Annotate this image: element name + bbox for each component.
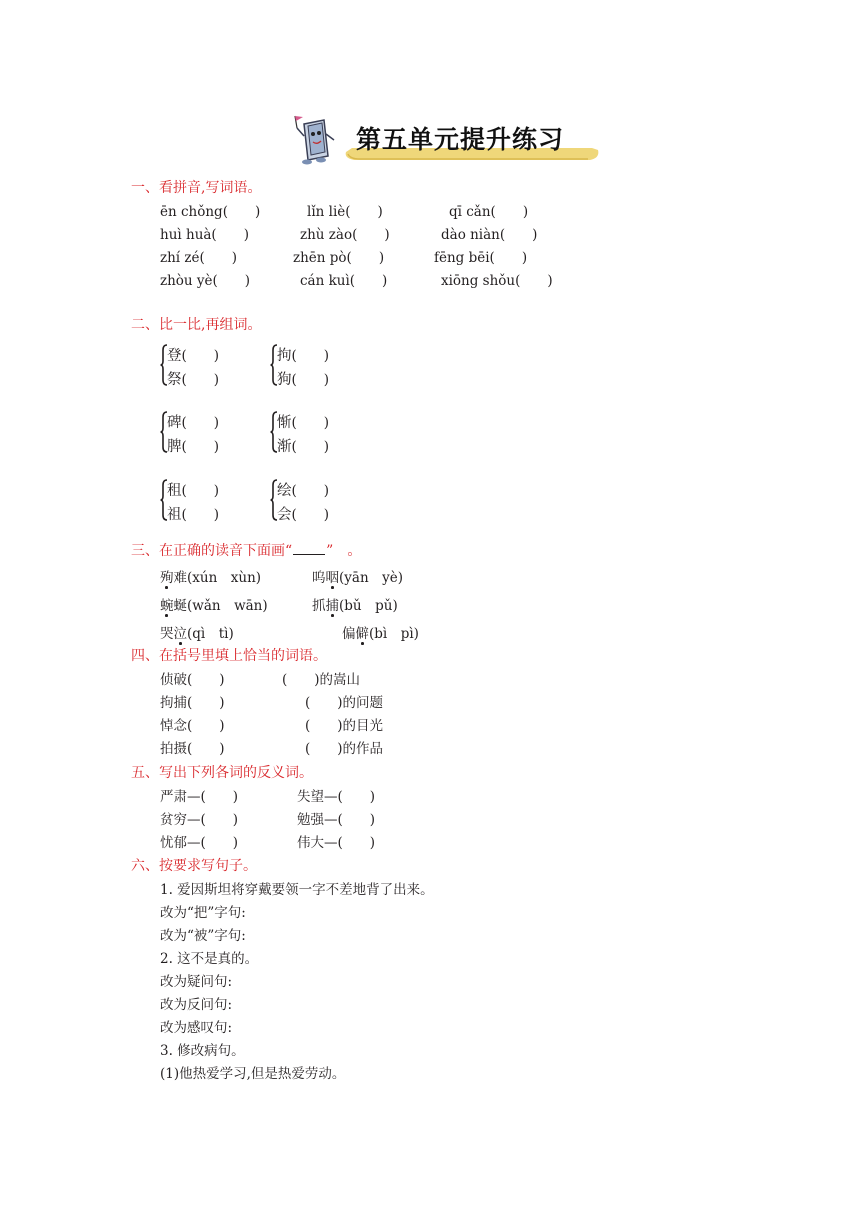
section-2-heading: 二、比一比,再组词。	[131, 317, 262, 333]
section-4-heading: 四、在括号里填上恰当的词语。	[131, 648, 327, 664]
pinyin-item: lǐn liè( )	[307, 204, 383, 220]
compare-char-item	[277, 344, 329, 365]
compare-blank: ( )	[181, 439, 220, 455]
compare-char-item	[167, 435, 219, 456]
word-char: 殉	[160, 570, 174, 586]
word-char: 抓	[312, 598, 326, 614]
pinyin-options: (wǎn wān)	[187, 598, 268, 614]
compare-char: 狗	[277, 372, 292, 388]
antonym-item: 贫穷—( )	[160, 812, 239, 828]
sentence-line: 改为感叹句:	[160, 1020, 233, 1036]
pinyin-options: (bì pì)	[369, 626, 419, 642]
page-title: 第五单元提升练习	[356, 125, 565, 154]
pinyin-item: cán kuì( )	[300, 273, 388, 289]
pinyin-item: ēn chǒng( )	[160, 204, 261, 220]
pinyin-options: (qì tì)	[187, 626, 234, 642]
compare-char: 渐	[277, 439, 292, 455]
compare-char-item	[277, 435, 329, 456]
pronunciation-item	[160, 566, 261, 586]
pronunciation-item	[312, 594, 398, 614]
pinyin-options: (xún xùn)	[187, 570, 262, 586]
section-3-heading-a: 三、在正确的读音下面画“	[131, 543, 293, 559]
compare-char: 租	[167, 483, 182, 499]
word-char: 捕	[325, 598, 339, 614]
word-char: 僻	[355, 626, 369, 642]
compare-char: 登	[167, 348, 182, 364]
compare-blank: ( )	[291, 348, 330, 364]
compare-char: 碑	[167, 415, 182, 431]
compare-char-item	[277, 503, 329, 524]
pinyin-item: fēng bēi( )	[434, 250, 528, 266]
fill-item: ( )的问题	[305, 695, 384, 711]
compare-blank: ( )	[291, 483, 330, 499]
compare-blank: ( )	[291, 507, 330, 523]
compare-char-item	[167, 479, 219, 500]
pinyin-item: zhí zé( )	[160, 250, 238, 266]
sentence-line: (1)他热爱学习,但是热爱劳动。	[160, 1066, 346, 1082]
compare-blank: ( )	[291, 439, 330, 455]
sentence-line: 改为“被”字句:	[160, 928, 246, 944]
antonym-item: 严肃—( )	[160, 789, 239, 805]
compare-blank: ( )	[181, 483, 220, 499]
pronunciation-item	[342, 622, 419, 642]
pinyin-item: zhòu yè( )	[160, 273, 251, 289]
antonym-item: 勉强—( )	[297, 812, 376, 828]
compare-char-item	[277, 411, 329, 432]
sentence-line: 2. 这不是真的。	[160, 951, 259, 967]
sentence-line: 改为反问句:	[160, 997, 233, 1013]
fill-item: ( )的作品	[305, 741, 384, 757]
compare-blank: ( )	[291, 415, 330, 431]
compare-char: 会	[277, 507, 292, 523]
section-3-heading	[131, 540, 361, 560]
compare-char-item	[277, 479, 329, 500]
compare-blank: ( )	[181, 415, 220, 431]
word-char: 难	[173, 570, 187, 586]
fill-item: ( )的嵩山	[282, 672, 361, 688]
sentence-line: 3. 修改病句。	[160, 1043, 245, 1059]
compare-char-item	[167, 368, 219, 389]
compare-char: 惭	[277, 415, 292, 431]
sentence-line: 1. 爱因斯坦将穿戴要领一字不差地背了出来。	[160, 882, 434, 898]
compare-blank: ( )	[181, 507, 220, 523]
word-char: 呜	[312, 570, 326, 586]
pronunciation-item	[312, 566, 403, 586]
compare-char-item	[277, 368, 329, 389]
antonym-item: 忧郁—( )	[160, 835, 239, 851]
compare-blank: ( )	[291, 372, 330, 388]
section-6-heading: 六、按要求写句子。	[131, 858, 257, 874]
compare-char-item	[167, 503, 219, 524]
word-char: 蜒	[173, 598, 187, 614]
section-5-heading: 五、写出下列各词的反义词。	[131, 765, 313, 781]
word-char: 偏	[342, 626, 356, 642]
book-mascot-icon	[290, 112, 340, 166]
pronunciation-item	[160, 622, 234, 642]
compare-char: 祖	[167, 507, 182, 523]
compare-char-item	[167, 344, 219, 365]
pinyin-options: (bǔ pǔ)	[339, 598, 398, 614]
title-banner	[290, 112, 602, 164]
fill-item: 拍摄( )	[160, 741, 225, 757]
compare-char: 绘	[277, 483, 292, 499]
pinyin-item: qī cǎn( )	[449, 204, 529, 220]
fill-item: 侦破( )	[160, 672, 225, 688]
antonym-item: 伟大—( )	[297, 835, 376, 851]
fill-item: 悼念( )	[160, 718, 225, 734]
fill-item: ( )的目光	[305, 718, 384, 734]
word-char: 咽	[325, 570, 339, 586]
fill-item: 拘捕( )	[160, 695, 225, 711]
compare-char-item	[167, 411, 219, 432]
word-char: 哭	[160, 626, 174, 642]
compare-char: 祭	[167, 372, 182, 388]
pinyin-item: dào niàn( )	[441, 227, 538, 243]
sentence-line: 改为疑问句:	[160, 974, 233, 990]
compare-char: 拘	[277, 348, 292, 364]
section-1-heading: 一、看拼音,写词语。	[131, 180, 262, 196]
section-3-heading-b: ” 。	[326, 543, 362, 559]
pinyin-item: zhēn pò( )	[293, 250, 385, 266]
pinyin-item: huì huà( )	[160, 227, 249, 243]
compare-blank: ( )	[181, 372, 220, 388]
sentence-line: 改为“把”字句:	[160, 905, 246, 921]
pronunciation-item	[160, 594, 268, 614]
antonym-item: 失望—( )	[297, 789, 376, 805]
word-char: 泣	[173, 626, 187, 642]
pinyin-item: zhù zào( )	[300, 227, 390, 243]
pinyin-options: (yān yè)	[339, 570, 404, 586]
underline-sample	[293, 544, 325, 555]
compare-char: 脾	[167, 439, 182, 455]
pinyin-item: xiōng shǒu( )	[441, 273, 553, 289]
compare-blank: ( )	[181, 348, 220, 364]
word-char: 蜿	[160, 598, 174, 614]
